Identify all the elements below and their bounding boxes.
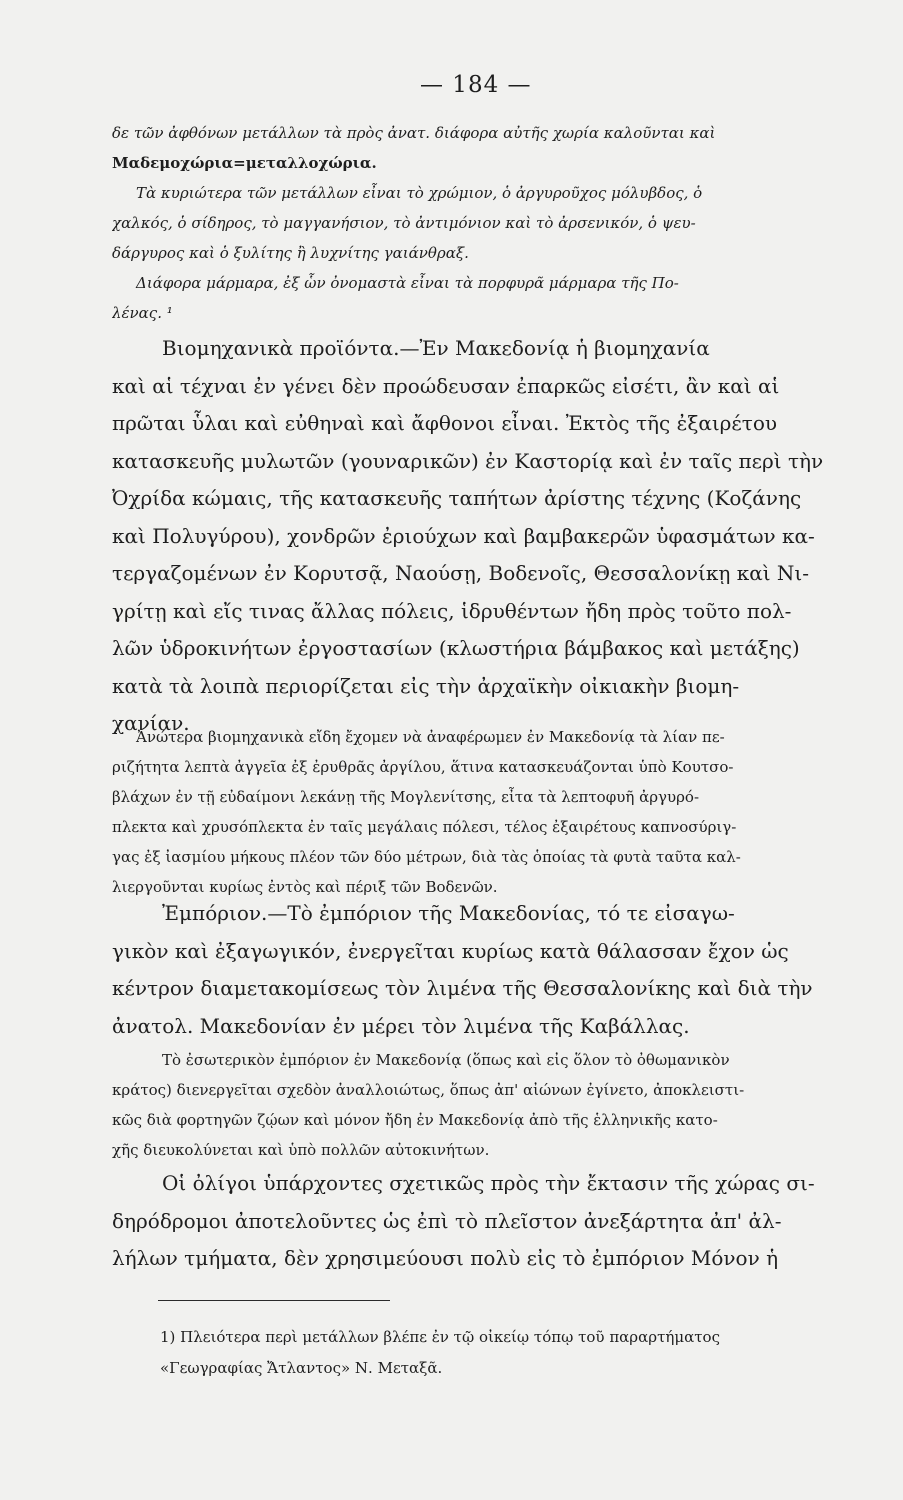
text-line: τεργαζομένων ἐν Κορυτσᾷ, Ναούσῃ, Βοδενοῖς, Θεσσαλονίκῃ καὶ Νι- [112,561,810,585]
text-line: κατασκευῆς μυλωτῶν (γουναρικῶν) ἐν Καστορίᾳ καὶ ἐν ταῖς περὶ τὴν [112,448,824,473]
industry-section [112,330,880,743]
text-line: πρῶται ὗλαι καὶ εὐθηναὶ καὶ ἄφθονοι εἶναι. Ἐκτὸς τῆς ἐξαιρέτου [112,411,778,435]
text-line: Μαδεμοχώρια=μεταλλοχώρια. [112,154,377,172]
footnote [160,1322,880,1384]
text-line: Διάφορα μάρμαρα, ἐξ ὧν ὀνομαστὰ εἶναι τὰ πορφυρᾶ μάρμαρα τῆς Πο- [136,274,679,292]
text-line: βλάχων ἐν τῇ εὐδαίμονι λεκάνῃ τῆς Μογλενίτσης, εἶτα τὰ λεπτοφυῆ ἀργυρό- [112,788,700,806]
section-heading-industry: Βιομηχανικὰ προϊόντα.—Ἐν Μακεδονίᾳ ἡ βιομηχανία [162,336,710,360]
text-line: Τὰ κυριώτερα τῶν μετάλλων εἶναι τὸ χρώμιον, ὁ ἀργυροῦχος μόλυβδος, ὁ [136,184,703,202]
text-line: γρίτῃ καὶ εἴς τινας ἄλλας πόλεις, ἱδρυθέντων ἤδη πρὸς τοῦτο πολ- [112,598,792,623]
text-line: χαλκός, ὁ σίδηρος, τὸ μαγγανήσιον, τὸ ἀντιμόνιον καὶ τὸ ἀρσενικόν, ὁ ψευ- [112,214,696,232]
internal-commerce-paragraph [112,1045,880,1165]
footnote-line: 1) Πλειότερα περὶ μετάλλων βλέπε ἐν τῷ οἰκείῳ τόπῳ τοῦ παραρτήματος [160,1328,720,1346]
railways-paragraph [112,1165,880,1278]
text-line: Τὸ ἐσωτερικὸν ἐμπόριον ἐν Μακεδονίᾳ (ὅπως καὶ εἰς ὅλον τὸ ὀθωμανικὸν [162,1051,730,1069]
text-line: κῶς διὰ φορτηγῶν ζῴων καὶ μόνον ἤδη ἐν Μακεδονίᾳ ἀπὸ τῆς ἑλληνικῆς κατο- [112,1111,718,1129]
text-line: δε τῶν ἀφθόνων μετάλλων τὰ πρὸς ἀνατ. διάφορα αὐτῆς χωρία καλοῦνται καὶ [112,124,716,142]
text-line: λῶν ὑδροκινήτων ἐργοστασίων (κλωστήρια βάμβακος καὶ μετάξης) [112,636,800,660]
text-line: λένας. ¹ [112,304,173,322]
text-line: χανίαν. [112,711,190,735]
page-number: — 184 — [420,72,532,98]
text-line: κατὰ τὰ λοιπὰ περιορίζεται εἰς τὴν ἀρχαϊκὴν οἰκιακὴν βιομη- [112,673,740,698]
text-line: πλεκτα καὶ χρυσόπλεκτα ἐν ταῖς μεγάλαις πόλεσι, τέλος ἐξαιρέτους καπνοσύριγ- [112,818,737,836]
text-line: γικὸν καὶ ἐξαγωγικόν, ἐνεργεῖται κυρίως κατὰ θάλασσαν ἔχον ὡς [112,938,789,963]
text-line: Οἱ ὀλίγοι ὑπάρχοντες σχετικῶς πρὸς τὴν ἔκτασιν τῆς χώρας σι- [162,1171,815,1195]
text-line: δηρόδρομοι ἀποτελοῦντες ὡς ἐπὶ τὸ πλεῖστον ἀνεξάρτητα ἀπ' ἀλ- [112,1208,782,1233]
text-line: δάργυρος καὶ ὁ ξυλίτης ἢ λυχνίτης γαιάνθραξ. [112,244,469,262]
text-line: ριζήτητα λεπτὰ ἀγγεῖα ἐξ ἐρυθρᾶς ἀργίλου, ἅτινα κατασκευάζονται ὑπὸ Κουτσο- [112,758,734,776]
commerce-section [112,895,880,1045]
text-line: γας ἐξ ἰασμίου μήκους πλέον τῶν δύο μέτρων, διὰ τὰς ὁποίας τὰ φυτὰ ταῦτα καλ- [112,848,741,866]
footnote-line: «Γεωγραφίας Ἄτλαντος» Ν. Μεταξᾶ. [160,1359,443,1377]
text-line: χῆς διευκολύνεται καὶ ὑπὸ πολλῶν αὐτοκινήτων. [112,1141,490,1159]
section-heading-commerce: Ἐμπόριον.—Τὸ ἐμπόριον τῆς Μακεδονίας, τό τε εἰσαγω- [162,901,735,925]
text-line: καὶ αἱ τέχναι ἐν γένει δὲν προώδευσαν ἐπαρκῶς εἰσέτι, ἂν καὶ αἱ [112,373,780,398]
text-line: ἀνατολ. Μακεδονίαν ἐν μέρει τὸν λιμένα τῆς Καβάλλας. [112,1013,690,1038]
text-line: λήλων τμήματα, δὲν χρησιμεύουσι πολὺ εἰς τὸ ἐμπόριον Μόνον ἡ [112,1246,779,1270]
products-paragraph [112,722,880,902]
footnote-divider [158,1300,390,1301]
text-line: κράτος) διενεργεῖται σχεδὸν ἀναλλοιώτως, ὅπως ἀπ' αἰώνων ἐγίνετο, ἀποκλειστι- [112,1081,745,1099]
minerals-paragraph [112,118,880,328]
text-line: λιεργοῦνται κυρίως ἐντὸς καὶ πέριξ τῶν Βοδενῶν. [112,878,498,896]
text-line: Ὀχρίδα κώμαις, τῆς κατασκευῆς ταπήτων ἀρίστης τέχνης (Κοζάνης [112,486,802,510]
text-line: κέντρον διαμετακομίσεως τὸν λιμένα τῆς Θεσσαλονίκης καὶ διὰ τὴν [112,976,813,1000]
text-line: καὶ Πολυγύρου), χονδρῶν ἐριούχων καὶ βαμβακερῶν ὑφασμάτων κα- [112,523,815,548]
text-line: Ἀνώτερα βιομηχανικὰ εἴδη ἔχομεν νὰ ἀναφέρωμεν ἐν Μακεδονίᾳ τὰ λίαν πε- [136,728,725,746]
